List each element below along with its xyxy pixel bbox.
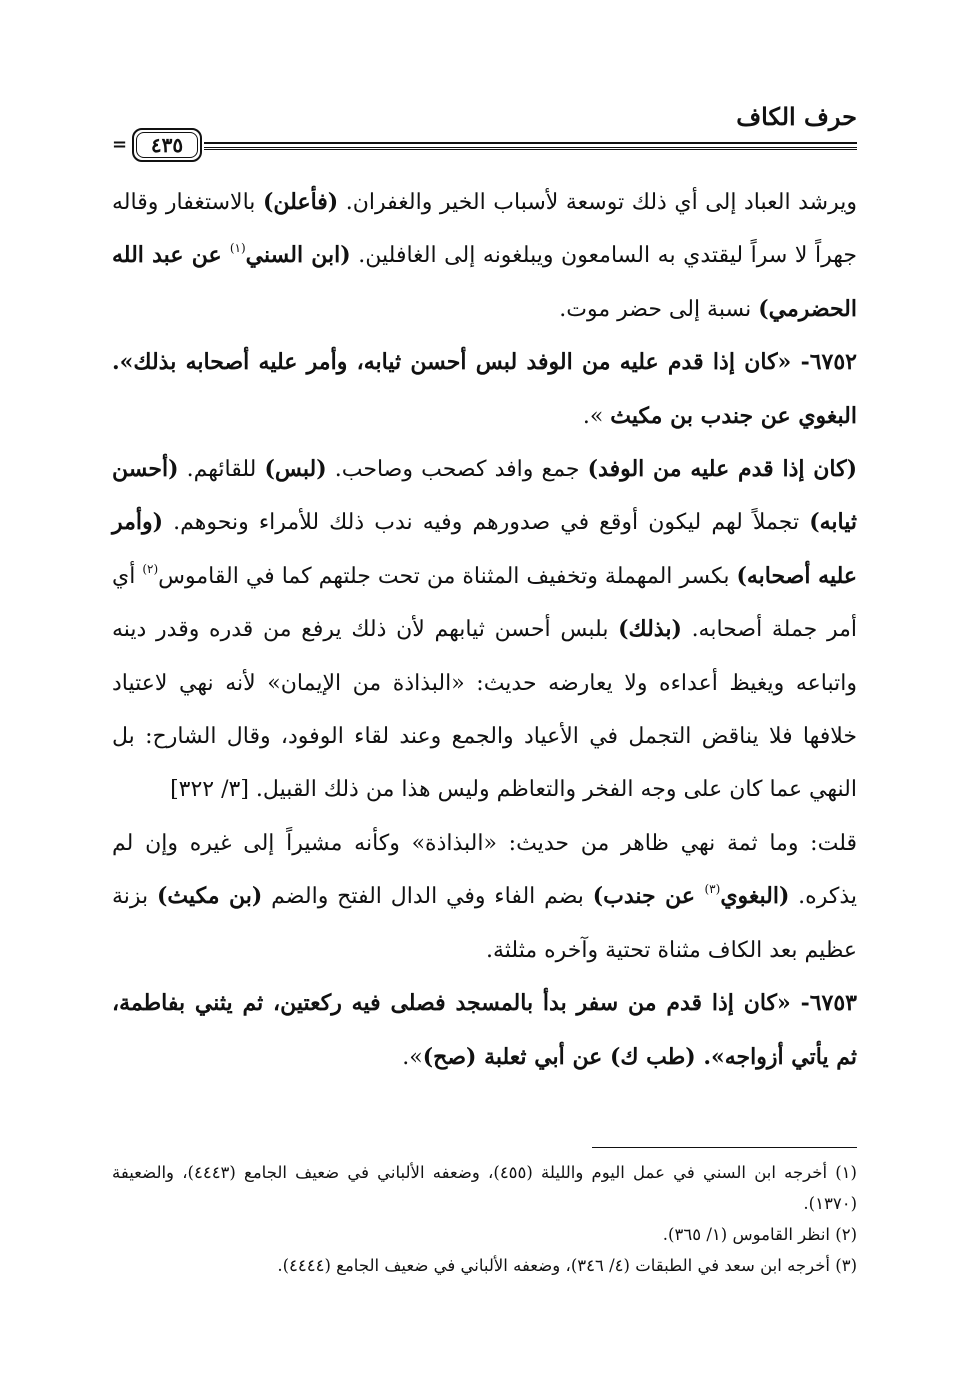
text-run: نسبة إلى حضر موت. bbox=[559, 296, 759, 322]
footnote-2: (٢) انظر القاموس (١/ ٣٦٥). bbox=[662, 1225, 857, 1244]
bold-run: عن عبد الله الحضرمي) bbox=[112, 242, 857, 322]
text-run: للقائهم. bbox=[178, 457, 265, 483]
hadith-text: ٦٧٥٣- «كان إذا قدم من سفر بدأ بالمسجد فصلى فيه ركعتين، ثم يثني بفاطمة، ثم يأتي أزواجه». (طب ك) عن أبي ثعلبة (صح) bbox=[112, 990, 857, 1070]
bold-run: (كان إذا قدم عليه من الوفد) bbox=[587, 456, 857, 483]
paragraph-1 bbox=[112, 176, 857, 336]
footnote-ref: (١) bbox=[229, 241, 246, 256]
bold-run: (بن مكيث) bbox=[157, 883, 263, 910]
page-header bbox=[112, 100, 857, 160]
bold-run: (البغوي bbox=[720, 883, 790, 910]
main-text bbox=[112, 176, 857, 1084]
footnote-1: (١) أخرجه ابن السني في عمل اليوم والليلة (٤٥٥)، وضعفه الألباني في ضعيف الجامع (٤٤٤٣)، والضعيفة (١٣٧٠). bbox=[112, 1163, 857, 1213]
bold-run: عن جندب) bbox=[592, 883, 705, 910]
header-rule-thick bbox=[204, 142, 857, 148]
text-run: تجملاً لهم ليكون أوقع في صدورهم وفيه ندب ذلك للأمراء ونحوهم. bbox=[163, 510, 810, 536]
bold-run: (ابن السني bbox=[245, 242, 351, 269]
text-run: بزنة عظيم بعد الكاف مثناة تحتية وآخره مثلثة. bbox=[112, 884, 857, 963]
footnote-separator bbox=[592, 1147, 857, 1148]
page-number: ٤٣٥ bbox=[132, 128, 202, 162]
footnote-ref: (٢) bbox=[142, 561, 159, 576]
paragraph-3 bbox=[112, 817, 857, 977]
text-run: بالاستغفار وقاله جهراً لا سراً ليقتدي به السامعون ويبلغونه إلى الغافلين. bbox=[112, 190, 857, 269]
header-side-mark: = bbox=[112, 134, 128, 155]
bold-run: (فأعلن) bbox=[263, 189, 339, 215]
text-run: ». bbox=[402, 1044, 423, 1070]
header-rule-thin bbox=[204, 149, 857, 150]
text-run: جمع وافد كصحب وصاحب. bbox=[326, 457, 588, 483]
hadith-text: ٦٧٥٢- «كان إذا قدم عليه من الوفد لبس أحسن ثيابه، وأمر عليه أصحابه بذلك». البغوي عن جندب بن مكيث bbox=[112, 349, 857, 429]
text-run: أي أمر جملة أصحابه. bbox=[112, 563, 857, 643]
paragraph-2 bbox=[112, 443, 857, 817]
footnotes bbox=[112, 1157, 857, 1281]
text-run: بلبس أحسن ثيابهم لأن ذلك يرفع من قدره وقدر دينه واتباعه ويغيظ أعداءه ولا يعارضه حديث: «البذاذة من الإيمان» لأنه نهي لاعتياد خلافها فلا يناقض التجمل في الأعياد والجمع وعند لقاء الوفود، وقال الشارح: بل النهي عما كان على وجه الفخر والتعاظم وليس هذا من ذلك القبيل. [٣/ ٣٢٢] bbox=[112, 617, 857, 803]
footnote-3: (٣) أخرجه ابن سعد في الطبقات (٤/ ٣٤٦)، وضعفه الألباني في ضعيف الجامع (٤٤٤٤). bbox=[277, 1256, 857, 1275]
bold-run: (أحسن ثيابه) bbox=[112, 456, 857, 536]
text-run: بكسر المهملة وتخفيف المثناة من تحت جلتهم كما في القاموس bbox=[158, 563, 737, 589]
hadith-6753 bbox=[112, 977, 857, 1084]
bold-run: (بذلك) bbox=[618, 616, 682, 643]
text-run: ويرشد العباد إلى أي ذلك توسعة لأسباب الخير والغفران. bbox=[338, 190, 858, 215]
text-run: بضم الفاء وفي الدال الفتح والضم bbox=[262, 884, 593, 910]
bold-run: (وأمر عليه أصحابه) bbox=[112, 509, 857, 589]
footnote-ref: (٣) bbox=[704, 882, 721, 897]
hadith-6752 bbox=[112, 336, 857, 443]
text-run: قلت: وما ثمة نهي ظاهر من حديث: «البذاذة» وكأنه مشيراً إلى غيره وإن لم يذكره. bbox=[112, 830, 857, 910]
bold-run: (لبس) bbox=[264, 456, 327, 483]
running-title: حرف الكاف bbox=[736, 102, 857, 131]
text-run: ». bbox=[582, 403, 611, 429]
